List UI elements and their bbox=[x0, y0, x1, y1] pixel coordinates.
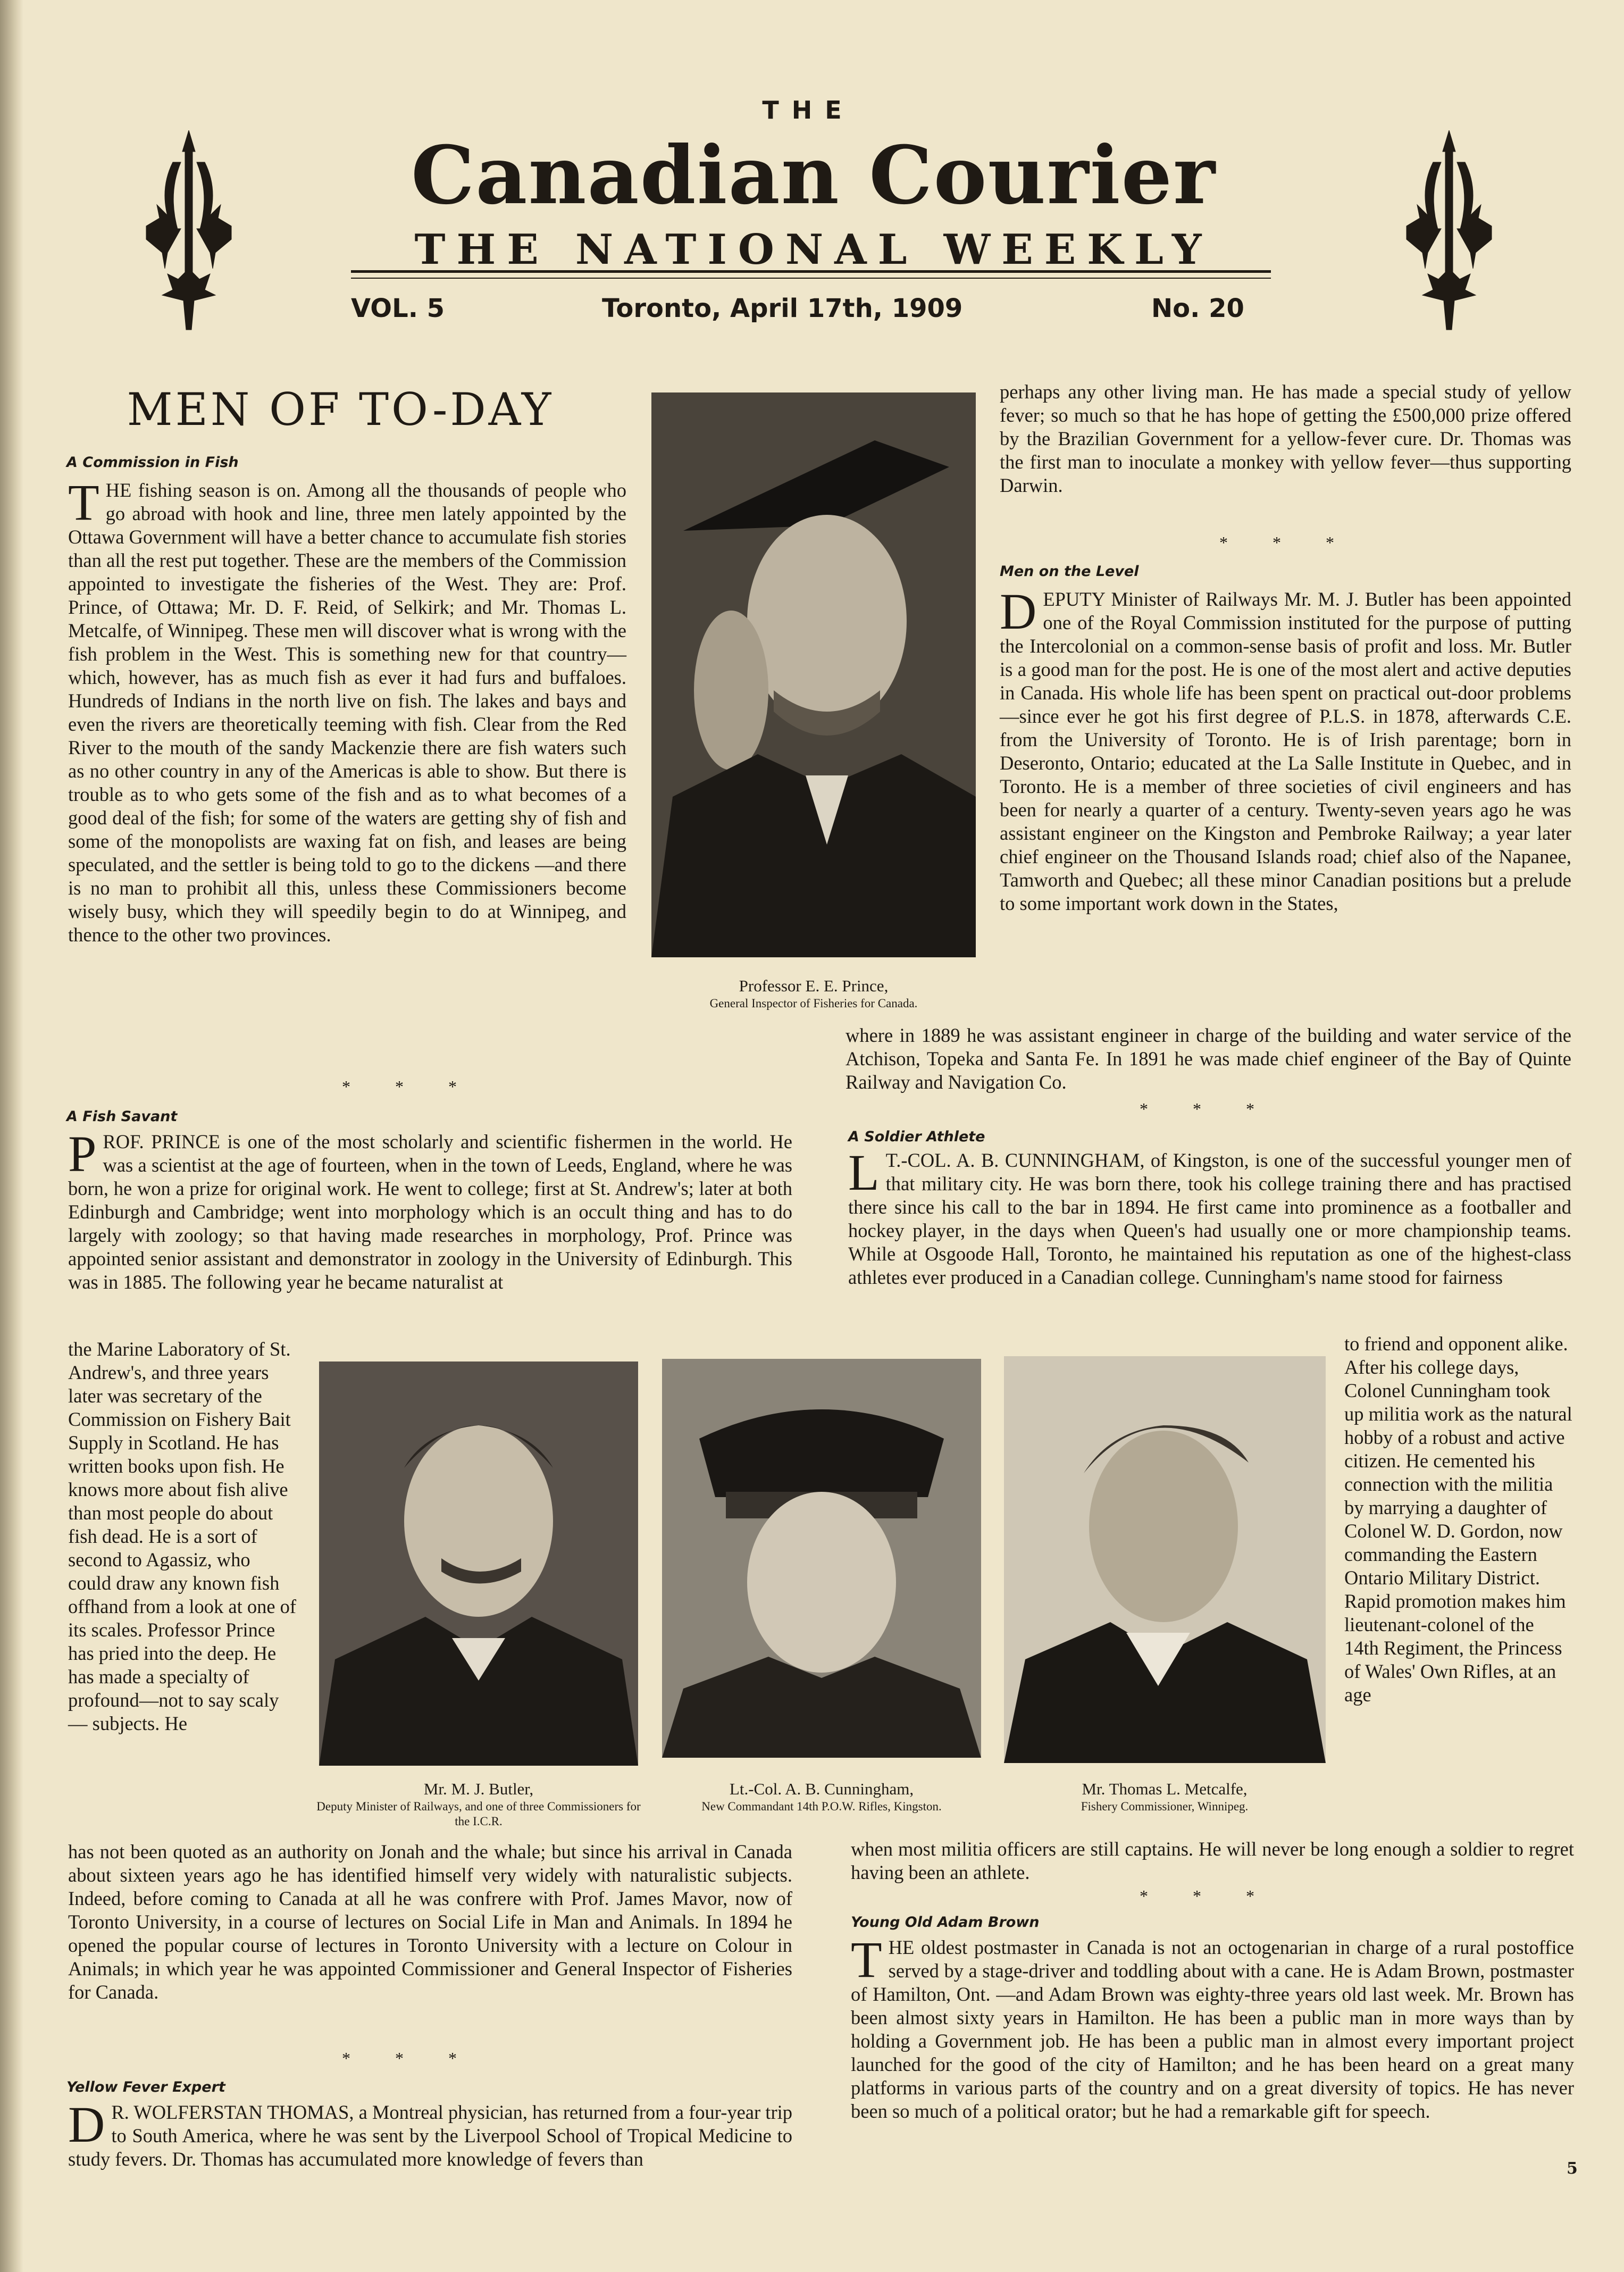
photo-thomas-metcalfe bbox=[1004, 1356, 1326, 1763]
masthead-title: Canadian Courier bbox=[411, 129, 1217, 222]
drop-cap: D bbox=[68, 2096, 105, 2153]
drop-cap: T bbox=[851, 1931, 882, 1988]
article-men-on-level bbox=[1000, 583, 1571, 915]
section-separator: * * * bbox=[1219, 533, 1354, 552]
article-text: R. WOLFERSTAN THOMAS, a Montreal physician, has returned from a four-year trip to South America, where he was sent by the Liverpool School of Tropical Medicine to study fevers. Dr. Thomas has accumulated more knowledge of fevers than bbox=[68, 2101, 792, 2170]
article-soldier-athlete-continued: when most militia officers are still captains. He will never be long enough a soldier to regret having been an athlete. bbox=[851, 1838, 1574, 1883]
article-commission-in-fish bbox=[68, 474, 626, 947]
section-heading-soldier-athlete: A Soldier Athlete bbox=[848, 1129, 985, 1145]
photo-ab-cunningham bbox=[662, 1359, 981, 1758]
caption-professor-prince bbox=[627, 976, 1000, 1011]
article-soldier-athlete bbox=[848, 1144, 1571, 1289]
article-adam-brown bbox=[851, 1931, 1574, 2123]
caption-name: Mr. M. J. Butler, bbox=[423, 1780, 534, 1798]
caption-name: Professor E. E. Prince, bbox=[739, 976, 889, 995]
section-heading-commission: A Commission in Fish bbox=[66, 454, 239, 471]
drop-cap: D bbox=[1000, 583, 1037, 640]
maple-leaf-emblem-left bbox=[136, 130, 242, 332]
caption-mj-butler bbox=[314, 1779, 643, 1829]
article-soldier-athlete-narrow: to friend and opponent alike. After his college days, Colonel Cunningham took up militia work as the natural hobby of a robust and active citizen. He cemented his connection with the militia by marrying a daughter of Colonel W. D. Gordon, now commanding the Eastern Ontario Military District. Rapid promotion makes him lieutenant-colonel of the 14th Regiment, the Princess of Wales' Own Rifles, at an age bbox=[1344, 1333, 1572, 1706]
section-heading-adam-brown: Young Old Adam Brown bbox=[851, 1914, 1040, 1931]
section-separator: * * * bbox=[342, 1077, 477, 1096]
photo-mj-butler bbox=[319, 1361, 638, 1766]
caption-ab-cunningham bbox=[646, 1779, 997, 1814]
date-label: Toronto, April 17th, 1909 bbox=[602, 294, 963, 323]
masthead-subtitle: THE NATIONAL WEEKLY bbox=[414, 225, 1213, 274]
article-text: HE oldest postmaster in Canada is not an octogenarian in charge of a rural postoffice served by a stage-driver and toddling about with a cane. He is Adam Brown, postmaster of Hamilton, Ont. —and Adam Brown was eighty-three years old last week. Mr. Brown has been almost sixty years in Hamilton. He has been a public man in more ways than by holding a Government job. He has been a public man in almost every important project launched for the good of the city of Hamilton; and he has been heard on a great many platforms in various parts of the country and on a great diversity of topics. He has never been so much of a political orator; but he had a remarkable gift for speech. bbox=[851, 1936, 1574, 2122]
article-text: EPUTY Minister of Railways Mr. M. J. Butler has been appointed one of the Royal Commission instituted for the purpose of putting the Intercolonial on a common-sense basis of profit and loss. Mr. Butler is a good man for the post. He is one of the most alert and active deputies in Canada. His whole life has been spent on practical out-door problems—since ever he got his first degree of P.L.S. in 1878, afterwards C.E. from the University of Toronto. He is of Irish parentage; born in Deseronto, Ontario; educated at the La Salle Institute in Quebec, and in Toronto. He is a member of three societies of civil engineers and has been for nearly a quarter of a century. Twenty-seven years ago he was assistant engineer on the Kingston and Pembroke Railway; a year later chief engineer on the Thousand Islands road; chief also of the Napanee, Tamworth and Quebec; all these minor Canadian positions but a prelude to some important work down in the States, bbox=[1000, 588, 1571, 914]
drop-cap: L bbox=[848, 1144, 880, 1201]
article-text: HE fishing season is on. Among all the thousands of people who go abroad with hook and line, three men lately appointed by the Ottawa Government will have a better chance to accumulate fish stories than all the rest put together. These are the members of the Commission appointed to investigate the fisheries of the West. They are: Prof. Prince, of Ottawa; Mr. D. F. Reid, of Selkirk; and Mr. Thomas L. Metcalfe, of Winnipeg. These men will discover what is wrong with the fish problem in the West. This is something new for that country—which, however, has as much fish as ever it had furs and buffaloes. Hundreds of Indians in the north live on fish. The lakes and bays and even the rivers are theoretically teeming with fish. Clear from the Red River to the mouth of the sandy Mackenzie there are fish waters such as no other country in any of the Americas is able to show. But there is trouble as to who gets some of the fish and as to what becomes of a good deal of the fish; for some of the waters are getting shy of fish and some of the monopolists are waxing fat on fish, and leases are being speculated, and the settler is being told to go to the dickens —and there is no man to prohibit all this, unless these Commissioners become wisely busy, which they will speedily begin to do at Winnipeg, and thence to the other two provinces. bbox=[68, 479, 626, 946]
masthead-the: THE bbox=[762, 96, 855, 124]
section-separator: * * * bbox=[1140, 1099, 1275, 1118]
article-text: T.-COL. A. B. CUNNINGHAM, of Kingston, is one of the successful younger men of that military city. He was born there, took his college training there and has practised there since his call to the bar in 1894. He first came into prominence as a footballer and hockey player, in the days when Queen's had usually one or more championship teams. While at Osgoode Hall, Toronto, he maintained his reputation as one of the highest-class athletes ever produced in a Canadian college. Cunningham's name stood for fairness bbox=[848, 1149, 1571, 1288]
number-label: No. 20 bbox=[1151, 294, 1244, 323]
article-text: ROF. PRINCE is one of the most scholarly and scientific fishermen in the world. He was a scientist at the age of fourteen, when in the town of Leeds, England, where he was born, he won a prize for original work. He went to college; first at St. Andrew's; later at both Edinburgh and Cambridge; went into morphology which is an occult thing and has to do largely with zoology; so that having made researches in morphology, Prof. Prince was appointed senior assistant and demonstrator in zoology in the University of Edinburgh. This was in 1885. The following year he became naturalist at bbox=[68, 1131, 792, 1293]
page-number: 5 bbox=[1567, 2159, 1578, 2178]
section-heading-fish-savant: A Fish Savant bbox=[66, 1108, 178, 1125]
section-heading-yellow-fever: Yellow Fever Expert bbox=[66, 2079, 225, 2095]
drop-cap: P bbox=[68, 1125, 97, 1182]
volume-label: VOL. 5 bbox=[351, 294, 445, 323]
article-yellow-fever-continued: perhaps any other living man. He has made a special study of yellow fever; so much so that he has hope of getting the £500,000 prize offered by the Brazilian Government for a yellow-fever cure. Dr. Thomas was the first man to inoculate a monkey with yellow fever—thus supporting Darwin. bbox=[1000, 381, 1571, 496]
article-fish-savant-narrow: the Marine Laboratory of St. Andrew's, and three years later was secretary of the Commission on Fishery Bait Supply in Scotland. He has written books upon fish. He knows more about fish alive than most people do about fish dead. He is a sort of second to Agassiz, who could draw any known fish offhand from a look at one of its scales. Professor Prince has pried into the deep. He has made a specialty of profound—not to say scaly — subjects. He bbox=[68, 1338, 297, 1734]
section-heading-men-on-level: Men on the Level bbox=[1000, 563, 1139, 580]
caption-name: Lt.-Col. A. B. Cunningham, bbox=[729, 1780, 914, 1798]
maple-leaf-emblem-right bbox=[1396, 130, 1502, 332]
article-yellow-fever bbox=[68, 2096, 792, 2171]
photo-professor-prince bbox=[651, 392, 976, 957]
page-binding-shadow bbox=[0, 0, 23, 2272]
caption-title: Deputy Minister of Railways, and one of three Commissioners for the I.C.R. bbox=[316, 1800, 641, 1828]
caption-name: Mr. Thomas L. Metcalfe, bbox=[1082, 1780, 1248, 1798]
caption-title: General Inspector of Fisheries for Canada. bbox=[709, 997, 918, 1010]
page-headline: MEN OF TO-DAY bbox=[127, 383, 554, 436]
caption-thomas-metcalfe bbox=[1000, 1779, 1329, 1814]
masthead-rule bbox=[351, 270, 1271, 273]
article-fish-savant bbox=[68, 1125, 792, 1294]
section-separator: * * * bbox=[342, 2049, 477, 2068]
article-men-on-level-continued: where in 1889 he was assistant engineer in charge of the building and water service of the Atchison, Topeka and Santa Fe. In 1891 he was made chief engineer of the Bay of Quinte Railway and Navigation Co. bbox=[846, 1024, 1571, 1093]
caption-title: New Commandant 14th P.O.W. Rifles, Kingston. bbox=[701, 1800, 942, 1813]
caption-title: Fishery Commissioner, Winnipeg. bbox=[1081, 1800, 1249, 1813]
article-fish-savant-continued: has not been quoted as an authority on Jonah and the whale; but since his arrival in Canada about sixteen years ago he has identified himself very widely with naturalistic subjects. Indeed, before coming to Canada at all he was confrere with Prof. James Mavor, now of Toronto University, in a course of lectures on Social Life in Man and Animals. In 1894 he opened the popular course of lectures in Toronto University with a lecture on Colour in Animals; in which year he was appointed Commissioner and General Inspector of Fisheries for Canada. bbox=[68, 1841, 792, 2003]
masthead-rule-thin bbox=[351, 278, 1271, 279]
drop-cap: T bbox=[68, 474, 99, 531]
section-separator: * * * bbox=[1140, 1886, 1275, 1906]
